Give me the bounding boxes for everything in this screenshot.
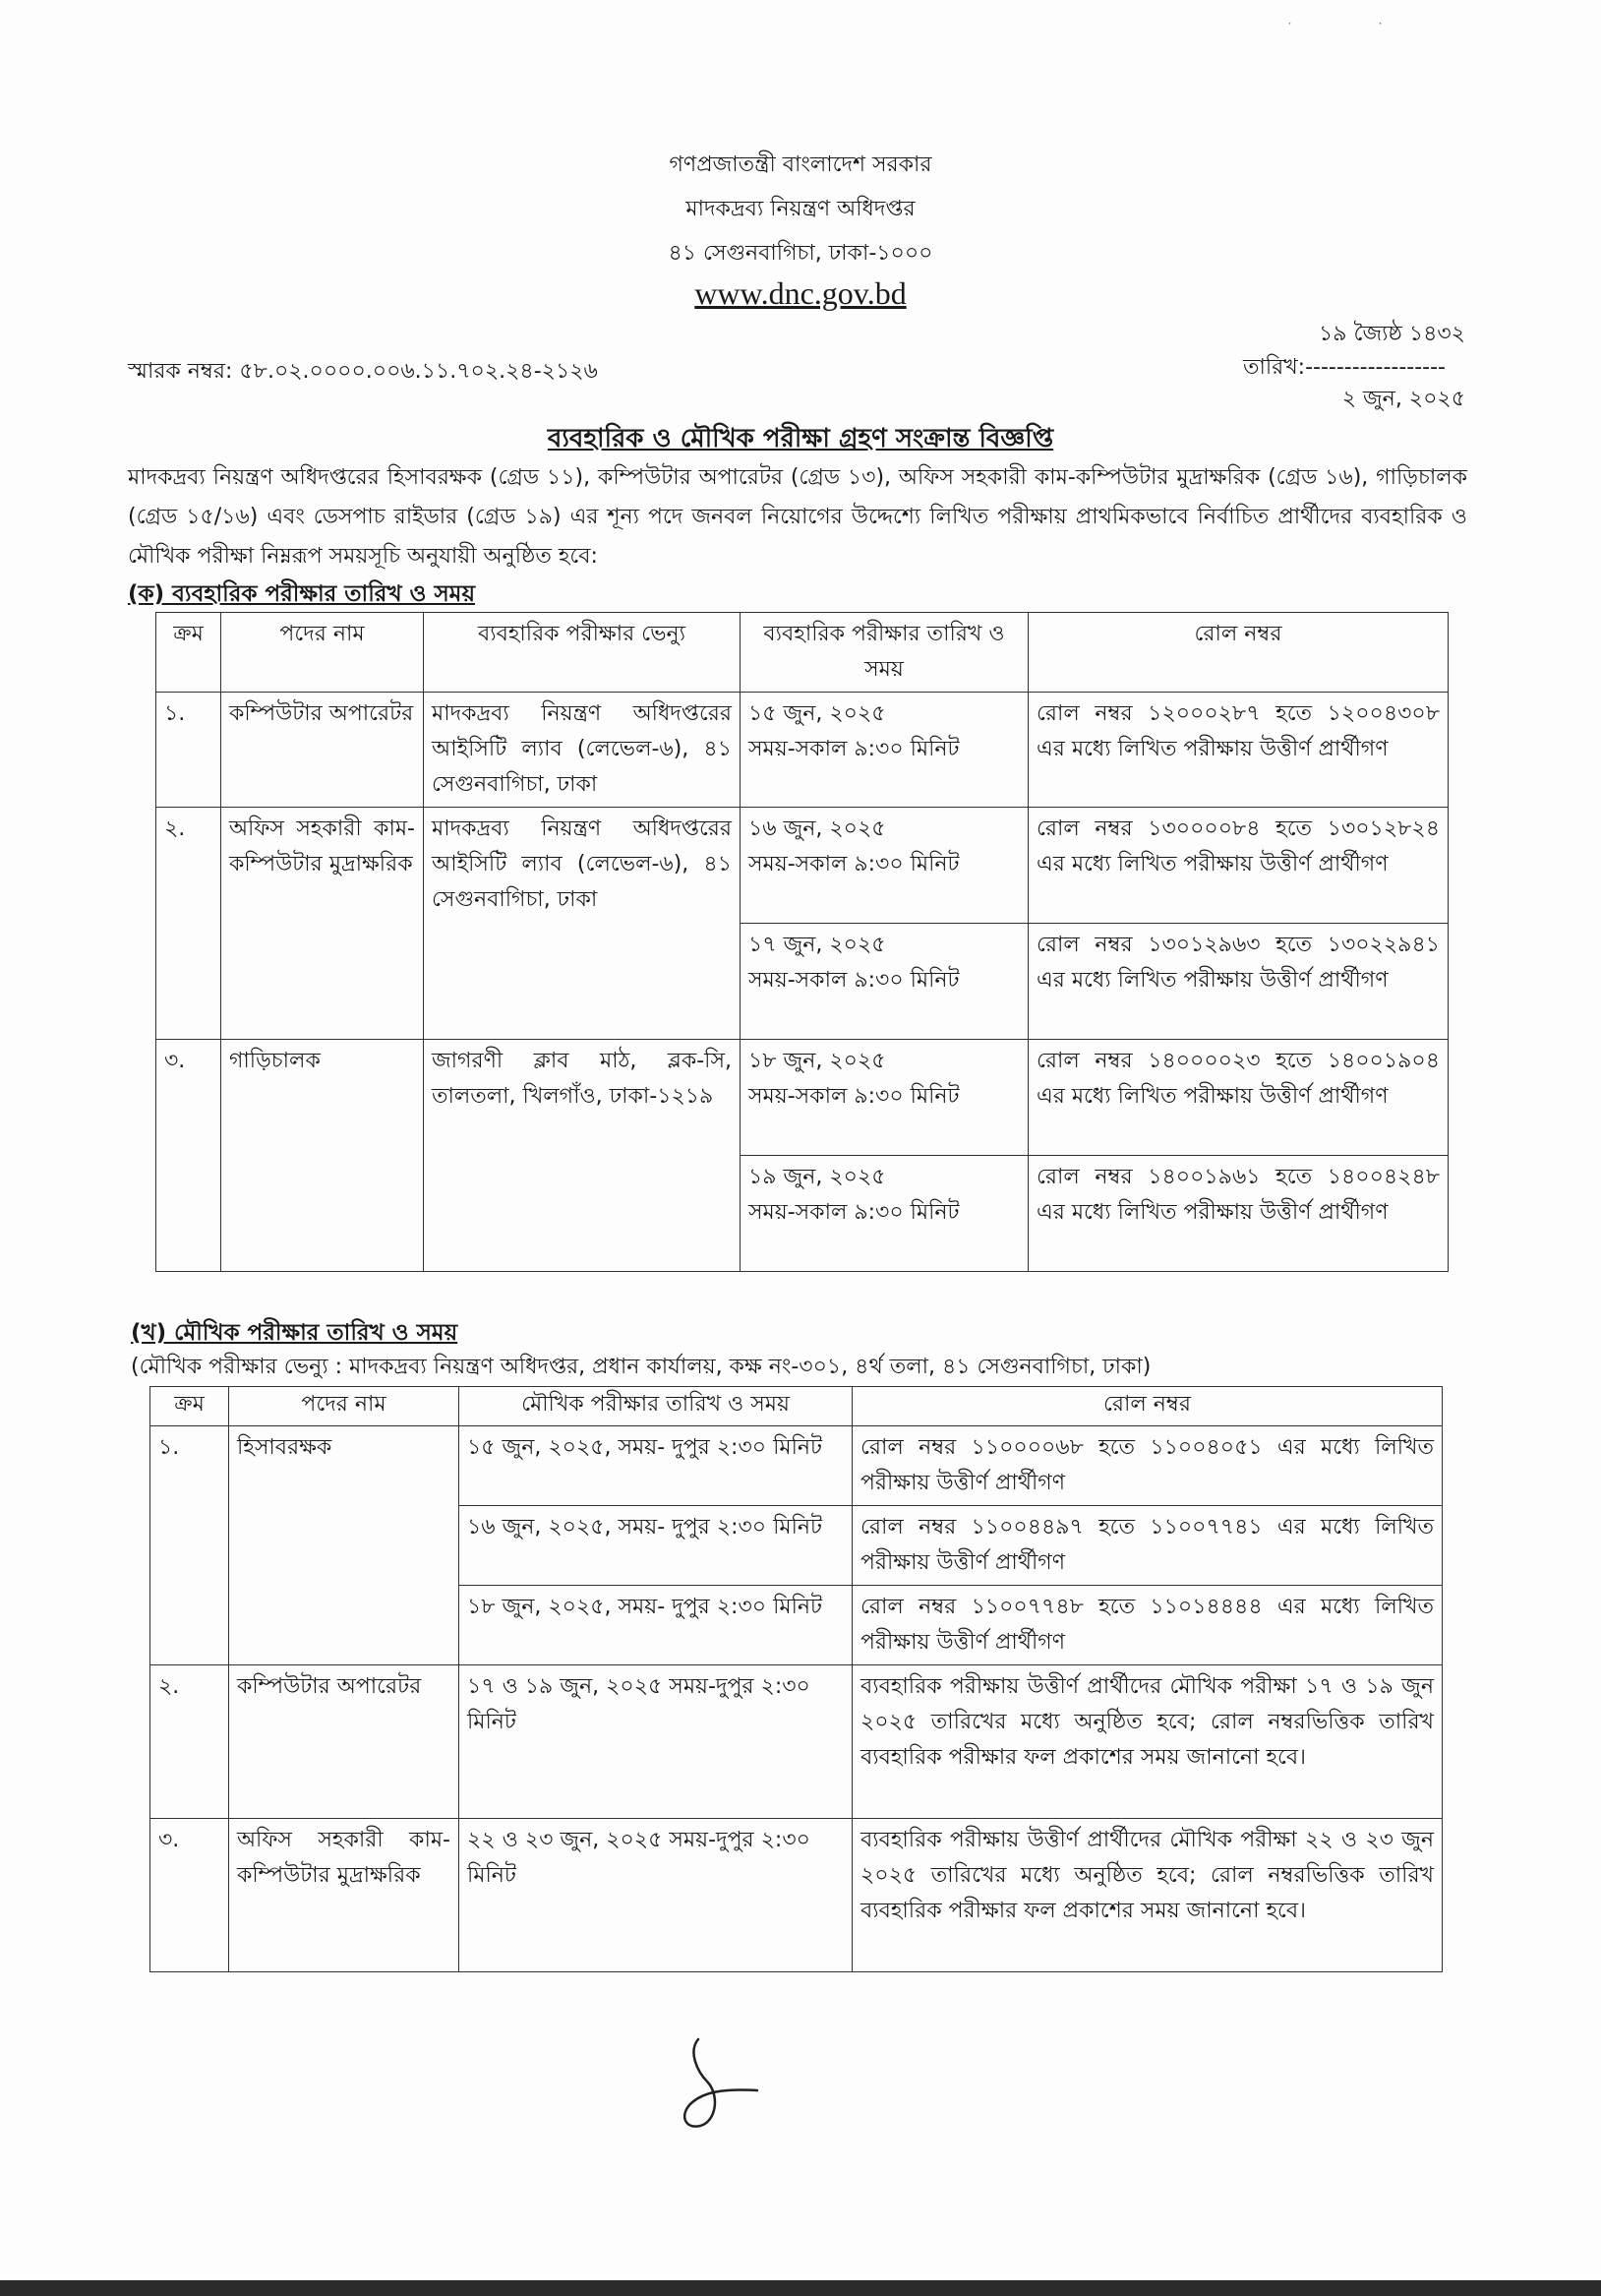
signature-mark <box>659 2031 767 2140</box>
scan-mark: ˙ <box>1377 22 1384 37</box>
serial-cell: ২. <box>156 808 221 1040</box>
datetime-cell: ১৮ জুন, ২০২৫, সময়- দুপুর ২:৩০ মিনিট <box>459 1586 853 1665</box>
column-header: ক্রম <box>150 1387 229 1426</box>
practical-heading: (ক) ব্যবহারিক পরীক্ষার তারিখ ও সময় <box>128 581 476 607</box>
exam-date: ১৬ জুন, ২০২৫ <box>748 816 886 841</box>
exam-date: ১৭ জুন, ২০২৫ <box>748 933 886 957</box>
post-cell: অফিস সহকারী কাম-কম্পিউটার মুদ্রাক্ষরিক <box>229 1819 459 1972</box>
serial-cell: ২. <box>150 1665 229 1819</box>
roll-cell: রোল নম্বর ১১০০০০৬৮ হতে ১১০০৪০৫১ এর মধ্যে লিখিত পরীক্ষায় উত্তীর্ণ প্রার্থীগণ <box>853 1426 1443 1506</box>
column-header: ব্যবহারিক পরীক্ষার ভেন্যু <box>424 613 741 693</box>
table-header-row <box>150 1387 1443 1426</box>
roll-cell: রোল নম্বর ১৪০০১৯৬১ হতে ১৪০০৪২৪৮ এর মধ্যে লিখিত পরীক্ষায় উত্তীর্ণ প্রার্থীগণ <box>1029 1156 1449 1272</box>
datetime-cell <box>741 808 1029 924</box>
exam-date: ১৫ জুন, ২০২৫ <box>748 701 886 726</box>
department-address: ৪১ সেগুনবাগিচা, ঢাকা-১০০০ <box>668 241 933 266</box>
table-row <box>150 1426 1443 1506</box>
serial-cell: ১. <box>150 1426 229 1665</box>
datetime-cell: ২২ ও ২৩ জুন, ২০২৫ সময়-দুপুর ২:৩০ মিনিট <box>459 1819 853 1972</box>
venue-cell: মাদকদ্রব্য নিয়ন্ত্রণ অধিদপ্তরের আইসিটি ল্যাব (লেভেল-৬), ৪১ সেগুনবাগিচা, ঢাকা <box>424 808 741 1040</box>
viva-heading: (খ) মৌখিক পরীক্ষার তারিখ ও সময় <box>131 1320 458 1346</box>
exam-time: সময়-সকাল ৯:৩০ মিনিট <box>748 852 960 876</box>
datetime-cell <box>741 924 1029 1040</box>
post-cell: কম্পিউটার অপারেটর <box>221 693 424 808</box>
govt-name: গণপ্রজাতন্ত্রী বাংলাদেশ সরকার <box>669 152 932 177</box>
roll-cell: রোল নম্বর ১১০০৪৪৯৭ হতে ১১০০৭৭৪১ এর মধ্যে লিখিত পরীক্ষায় উত্তীর্ণ প্রার্থীগণ <box>853 1506 1443 1586</box>
serial-cell: ১. <box>156 693 221 808</box>
exam-time: সময়-সকাল ৯:৩০ মিনিট <box>748 968 960 993</box>
roll-cell: রোল নম্বর ১৪০০০০২৩ হতে ১৪০০১৯০৪ এর মধ্যে লিখিত পরীক্ষায় উত্তীর্ণ প্রার্থীগণ <box>1029 1040 1449 1156</box>
datetime-cell: ১৭ ও ১৯ জুন, ২০২৫ সময়-দুপুর ২:৩০ মিনিট <box>459 1665 853 1819</box>
notice-title: ব্যবহারিক ও মৌখিক পরীক্ষা গ্রহণ সংক্রান্ত বিজ্ঞপ্তি <box>547 424 1054 453</box>
serial-cell: ৩. <box>156 1040 221 1272</box>
exam-time: সময়-সকাল ৯:৩০ মিনিট <box>748 1200 960 1225</box>
column-header: রোল নম্বর <box>853 1387 1443 1426</box>
scan-mark: ˙ <box>1286 22 1293 37</box>
post-cell: কম্পিউটার অপারেটর <box>229 1665 459 1819</box>
venue-cell: জাগরণী ক্লাব মাঠ, ব্লক-সি, তালতলা, খিলগাঁও, ঢাকা-১২১৯ <box>424 1040 741 1272</box>
post-cell: অফিস সহকারী কাম-কম্পিউটার মুদ্রাক্ষরিক <box>221 808 424 1040</box>
date-label: তারিখ:------------------ <box>1242 355 1446 380</box>
roll-cell: রোল নম্বর ১১০০৭৭৪৮ হতে ১১০১৪৪৪৪ এর মধ্যে লিখিত পরীক্ষায় উত্তীর্ণ প্রার্থীগণ <box>853 1586 1443 1665</box>
column-header: রোল নম্বর <box>1029 613 1449 693</box>
exam-date: ১৮ জুন, ২০২৫ <box>748 1049 886 1073</box>
table-header-row <box>156 613 1449 693</box>
datetime-cell <box>741 693 1029 808</box>
column-header: পদের নাম <box>229 1387 459 1426</box>
date-bangla: ১৯ জ্যৈষ্ঠ ১৪৩২ <box>1319 322 1465 346</box>
exam-time: সময়-সকাল ৯:৩০ মিনিট <box>748 1084 960 1109</box>
table-row <box>150 1819 1443 1972</box>
memo-number: স্মারক নম্বর: ৫৮.০২.০০০০.০০৬.১১.৭০২.২৪-২১২৬ <box>128 359 598 384</box>
practical-exam-table <box>155 612 1449 1272</box>
table-row <box>150 1665 1443 1819</box>
column-header: ক্রম <box>156 613 221 693</box>
datetime-cell <box>741 1156 1029 1272</box>
date-english: ২ জুন, ২০২৫ <box>1341 387 1465 411</box>
datetime-cell <box>741 1040 1029 1156</box>
venue-cell: মাদকদ্রব্য নিয়ন্ত্রণ অধিদপ্তরের আইসিটি ল্যাব (লেভেল-৬), ৪১ সেগুনবাগিচা, ঢাকা <box>424 693 741 808</box>
table-row <box>156 1040 1449 1156</box>
column-header: পদের নাম <box>221 613 424 693</box>
notice-intro: মাদকদ্রব্য নিয়ন্ত্রণ অধিদপ্তরের হিসাবরক্ষক (গ্রেড ১১), কম্পিউটার অপারেটর (গ্রেড ১৩), অফিস সহকারী কাম-কম্পিউটার মুদ্রাক্ষরিক (গ্রেড ১৬), গাড়িচালক (গ্রেড ১৫/১৬) এবং ডেসপাচ রাইডার (গ্রেড ১৯) এর শূন্য পদে জনবল নিয়োগের উদ্দেশ্যে লিখিত পরীক্ষায় প্রাথমিকভাবে নির্বাচিত প্রার্থীদের ব্যবহারিক ও মৌখিক পরীক্ষা নিম্নরূপ সময়সূচি অনুযায়ী অনুষ্ঠিত হবে: <box>128 465 1467 569</box>
exam-time: সময়-সকাল ৯:৩০ মিনিট <box>748 737 960 761</box>
column-header: ব্যবহারিক পরীক্ষার তারিখ ও সময় <box>741 613 1029 693</box>
viva-exam-table <box>149 1386 1443 1972</box>
column-header: মৌখিক পরীক্ষার তারিখ ও সময় <box>459 1387 853 1426</box>
table-row <box>156 693 1449 808</box>
exam-date: ১৯ জুন, ২০২৫ <box>748 1165 886 1189</box>
roll-cell: ব্যবহারিক পরীক্ষায় উত্তীর্ণ প্রার্থীদের মৌখিক পরীক্ষা ১৭ ও ১৯ জুন ২০২৫ তারিখের মধ্যে অনুষ্ঠিত হবে; রোল নম্বরভিত্তিক তারিখ ব্যবহারিক পরীক্ষার ফল প্রকাশের সময় জানানো হবে। <box>853 1665 1443 1819</box>
table-row <box>156 808 1449 924</box>
roll-cell: রোল নম্বর ১৩০১২৯৬৩ হতে ১৩০২২৯৪১ এর মধ্যে লিখিত পরীক্ষায় উত্তীর্ণ প্রার্থীগণ <box>1029 924 1449 1040</box>
viva-venue-note: (মৌখিক পরীক্ষার ভেন্যু : মাদকদ্রব্য নিয়ন্ত্রণ অধিদপ্তর, প্রধান কার্যালয়, কক্ষ নং-৩০১, ৪র্থ তলা, ৪১ সেগুনবাগিচা, ঢাকা) <box>131 1355 1152 1379</box>
datetime-cell: ১৫ জুন, ২০২৫, সময়- দুপুর ২:৩০ মিনিট <box>459 1426 853 1506</box>
roll-cell: রোল নম্বর ১২০০০২৮৭ হতে ১২০০৪৩০৮ এর মধ্যে লিখিত পরীক্ষায় উত্তীর্ণ প্রার্থীগণ <box>1029 693 1449 808</box>
department-name: মাদকদ্রব্য নিয়ন্ত্রণ অধিদপ্তর <box>685 197 916 221</box>
scan-border <box>0 2280 1601 2296</box>
roll-cell: রোল নম্বর ১৩০০০০৮৪ হতে ১৩০১২৮২৪ এর মধ্যে লিখিত পরীক্ষায় উত্তীর্ণ প্রার্থীগণ <box>1029 808 1449 924</box>
datetime-cell: ১৬ জুন, ২০২৫, সময়- দুপুর ২:৩০ মিনিট <box>459 1506 853 1586</box>
website-link[interactable]: www.dnc.gov.bd <box>694 275 907 311</box>
post-cell: হিসাবরক্ষক <box>229 1426 459 1665</box>
serial-cell: ৩. <box>150 1819 229 1972</box>
post-cell: গাড়িচালক <box>221 1040 424 1272</box>
roll-cell: ব্যবহারিক পরীক্ষায় উত্তীর্ণ প্রার্থীদের মৌখিক পরীক্ষা ২২ ও ২৩ জুন ২০২৫ তারিখের মধ্যে অনুষ্ঠিত হবে; রোল নম্বরভিত্তিক তারিখ ব্যবহারিক পরীক্ষার ফল প্রকাশের সময় জানানো হবে। <box>853 1819 1443 1972</box>
